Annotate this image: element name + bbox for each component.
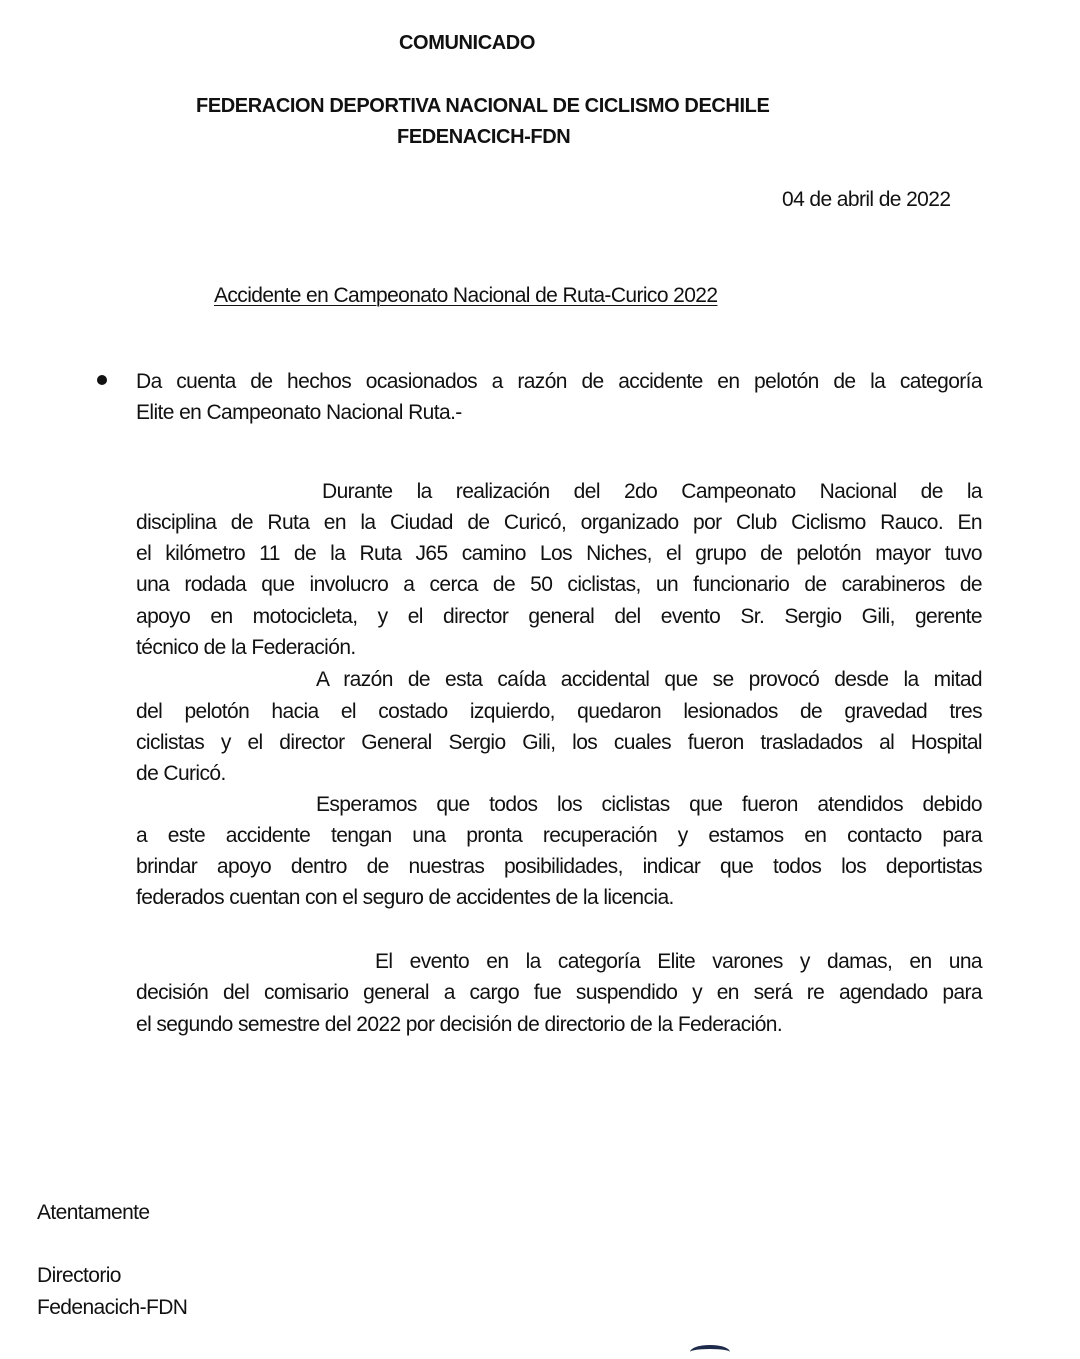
paragraph-2-line-2: del pelotón hacia el costado izquierdo, quedaron lesionados de gravedad tres xyxy=(136,700,982,723)
bullet-icon xyxy=(97,375,107,385)
signer-organization: Fedenacich-FDN xyxy=(37,1296,188,1319)
paragraph-1-line-2: disciplina de Ruta en la Ciudad de Curicó, organizado por Club Ciclismo Rauco. En xyxy=(136,511,982,534)
paragraph-3-line-3: brindar apoyo dentro de nuestras posibilidades, indicar que todos los deportistas xyxy=(136,855,982,878)
paragraph-4-line-1: El evento en la categoría Elite varones y damas, en una xyxy=(375,950,982,973)
paragraph-1-line-1: Durante la realización del 2do Campeonato Nacional de la xyxy=(322,480,982,503)
document-date: 04 de abril de 2022 xyxy=(782,188,951,211)
seal-logo-icon xyxy=(690,1345,730,1359)
paragraph-1-line-5: apoyo en motocicleta, y el director general del evento Sr. Sergio Gili, gerente xyxy=(136,605,982,628)
paragraph-2-line-3: ciclistas y el director General Sergio Gili, los cuales fueron trasladados al Hospital xyxy=(136,731,982,754)
paragraph-4-line-3: el segundo semestre del 2022 por decisión de directorio de la Federación. xyxy=(136,1013,783,1036)
paragraph-1-line-3: el kilómetro 11 de la Ruta J65 camino Los Niches, el grupo de pelotón mayor tuvo xyxy=(136,542,982,565)
paragraph-1-line-4: una rodada que involucro a cerca de 50 ciclistas, un funcionario de carabineros de xyxy=(136,573,982,596)
paragraph-2-line-1: A razón de esta caída accidental que se provocó desde la mitad xyxy=(316,668,982,691)
paragraph-4-line-2: decisión del comisario general a cargo fue suspendido y en será re agendado para xyxy=(136,981,982,1004)
paragraph-2-line-4: de Curicó. xyxy=(136,762,226,785)
subject-heading: Accidente en Campeonato Nacional de Ruta-Curico 2022 xyxy=(214,284,718,307)
paragraph-1-line-6: técnico de la Federación. xyxy=(136,636,356,659)
paragraph-3-line-1: Esperamos que todos los ciclistas que fueron atendidos debido xyxy=(316,793,982,816)
organization-acronym: FEDENACICH-FDN xyxy=(397,126,571,148)
bullet-line-1: Da cuenta de hechos ocasionados a razón de accidente en pelotón de la categoría xyxy=(136,370,982,393)
signer-name: Directorio xyxy=(37,1264,121,1287)
paragraph-3-line-2: a este accidente tengan una pronta recuperación y estamos en contacto para xyxy=(136,824,982,847)
closing-salutation: Atentamente xyxy=(37,1201,150,1224)
document-title: COMUNICADO xyxy=(399,32,535,54)
organization-name: FEDERACION DEPORTIVA NACIONAL DE CICLISMO DECHILE xyxy=(196,95,770,117)
paragraph-3-line-4: federados cuentan con el seguro de accidentes de la licencia. xyxy=(136,886,674,909)
bullet-line-2: Elite en Campeonato Nacional Ruta.- xyxy=(136,401,462,424)
